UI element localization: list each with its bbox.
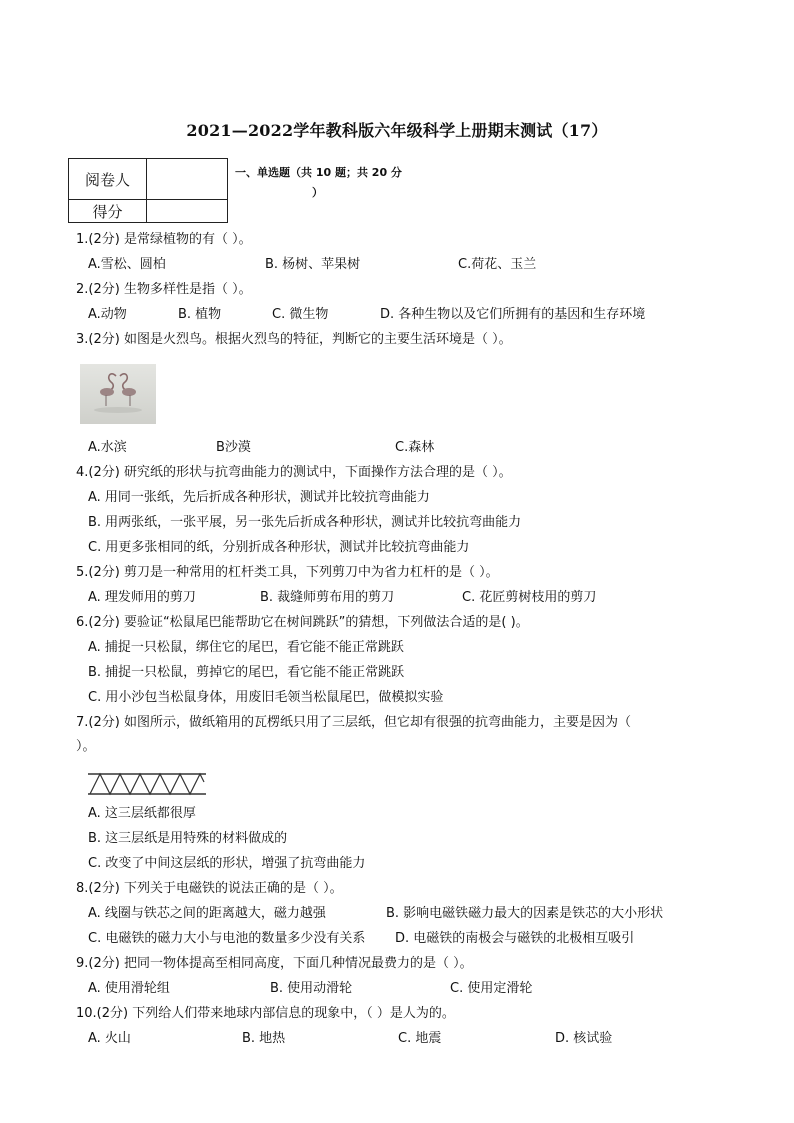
question-7-stem-cont: ）。: [76, 739, 96, 754]
question-9-stem: 9.(2分) 把同一物体提高至相同高度，下面几种情况最费力的是（ ）。: [76, 956, 473, 971]
question-8-stem: 8.(2分) 下列关于电磁铁的说法正确的是（ ）。: [76, 881, 343, 896]
question-7-stem: 7.(2分) 如图所示，做纸箱用的瓦楞纸只用了三层纸，但它却有很强的抗弯曲能力，主要是因为（: [76, 715, 631, 730]
q9-option-b: B. 使用动滑轮: [270, 981, 353, 996]
q6-option-b: B. 捕捉一只松鼠，剪掉它的尾巴，看它能不能正常跳跃: [88, 665, 405, 680]
question-3-stem: 3.(2分) 如图是火烈鸟。根据火烈鸟的特征，判断它的主要生活环境是（ ）。: [76, 332, 512, 347]
q2-option-c: C. 微生物: [272, 307, 329, 322]
q8-option-c: C. 电磁铁的磁力大小与电池的数量多少没有关系: [88, 931, 366, 946]
q10-option-b: B. 地热: [242, 1031, 286, 1046]
section-heading-line1: 一、单选题（共 10 题；共 20 分: [235, 166, 402, 179]
q9-option-c: C. 使用定滑轮: [450, 981, 533, 996]
question-5-stem: 5.(2分) 剪刀是一种常用的杠杆类工具，下列剪刀中为省力杠杆的是（ ）。: [76, 565, 499, 580]
q8-option-d: D. 电磁铁的南极会与磁铁的北极相互吸引: [395, 931, 635, 946]
q7-option-b: B. 这三层纸是用特殊的材料做成的: [88, 831, 288, 846]
question-4-stem: 4.(2分) 研究纸的形状与抗弯曲能力的测试中，下面操作方法合理的是（ ）。: [76, 465, 512, 480]
q2-option-d: D. 各种生物以及它们所拥有的基因和生存环境: [380, 307, 646, 322]
reviewer-label: 阅卷人: [69, 159, 147, 200]
q3-option-a: A.水滨: [88, 440, 127, 455]
page-title: 2021—2022学年教科版六年级科学上册期末测试（17）: [186, 121, 608, 140]
q2-option-a: A.动物: [88, 307, 127, 322]
q3-option-c: C.森林: [395, 440, 435, 455]
q7-option-c: C. 改变了中间这层纸的形状，增强了抗弯曲能力: [88, 856, 366, 871]
q5-option-a: A. 理发师用的剪刀: [88, 590, 196, 605]
q6-option-a: A. 捕捉一只松鼠，绑住它的尾巴，看它能不能正常跳跃: [88, 640, 404, 655]
question-6-stem: 6.(2分) 要验证“松鼠尾巴能帮助它在树间跳跃”的猜想，下列做法合适的是( )。: [76, 615, 529, 630]
section-heading: [235, 163, 402, 203]
score-label: 得分: [69, 200, 147, 223]
score-value: [147, 200, 228, 223]
q8-option-a: A. 线圈与铁芯之间的距离越大，磁力越强: [88, 906, 326, 921]
q7-option-a: A. 这三层纸都很厚: [88, 806, 196, 821]
question-10-stem: 10.(2分) 下列给人们带来地球内部信息的现象中，（ ）是人为的。: [76, 1006, 455, 1021]
q1-option-c: C.荷花、玉兰: [458, 257, 537, 272]
q9-option-a: A. 使用滑轮组: [88, 981, 170, 996]
q6-option-c: C. 用小沙包当松鼠身体，用废旧毛领当松鼠尾巴，做模拟实验: [88, 690, 444, 705]
question-1-stem: 1.(2分) 是常绿植物的有（ ）。: [76, 232, 252, 247]
q1-option-a: A.雪松、圆柏: [88, 257, 166, 272]
q2-option-b: B. 植物: [178, 307, 222, 322]
q5-option-c: C. 花匠剪树枝用的剪刀: [462, 590, 597, 605]
q4-option-c: C. 用更多张相同的纸，分别折成各种形状，测试并比较抗弯曲能力: [88, 540, 470, 555]
score-table: [68, 158, 228, 223]
q3-option-b: B沙漠: [216, 440, 251, 455]
q10-option-a: A. 火山: [88, 1031, 131, 1046]
corrugated-paper-diagram: [88, 772, 206, 802]
question-2-stem: 2.(2分) 生物多样性是指（ ）。: [76, 282, 252, 297]
q5-option-b: B. 裁缝师剪布用的剪刀: [260, 590, 395, 605]
q4-option-a: A. 用同一张纸，先后折成各种形状，测试并比较抗弯曲能力: [88, 490, 430, 505]
q4-option-b: B. 用两张纸，一张平展，另一张先后折成各种形状，测试并比较抗弯曲能力: [88, 515, 522, 530]
q10-option-c: C. 地震: [398, 1031, 442, 1046]
q10-option-d: D. 核试验: [555, 1031, 613, 1046]
section-heading-line2: ）: [312, 186, 323, 199]
q1-option-b: B. 杨树、苹果树: [265, 257, 361, 272]
reviewer-value: [147, 159, 228, 200]
flamingo-photo: [80, 364, 156, 428]
q8-option-b: B. 影响电磁铁磁力最大的因素是铁芯的大小形状: [386, 906, 664, 921]
